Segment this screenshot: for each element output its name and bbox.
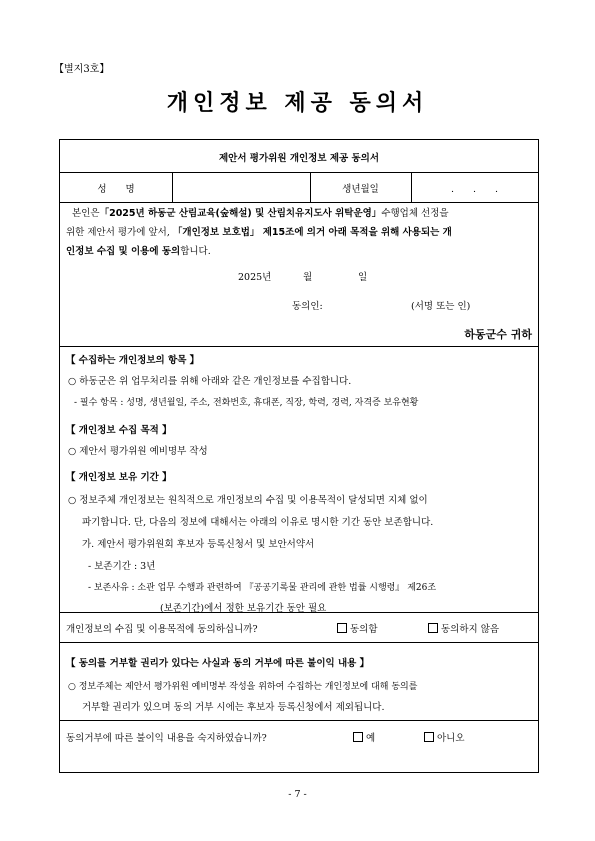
retention-line: - 보존기간 : 3년 [88,561,156,572]
sign-note: (서명 또는 인) [411,301,471,312]
retention-line: 파기합니다. 단, 다음의 정보에 대해서는 아래의 이유로 명시한 기간 동안 보존합니다. [82,517,434,528]
consent-form-table [59,139,539,773]
disagree-label: 동의하지 않음 [441,624,500,635]
agree-checkbox[interactable] [337,623,347,633]
refusal-line: 거부할 권리가 있으며 동의 거부 시에는 후보자 등록신청에서 제외됩니다. [82,702,385,713]
signer-label: 동의인: [292,301,323,312]
addressee: 하동군수 귀하 [464,328,532,341]
refusal-section-title: 【 동의를 거부할 권리가 있다는 사실과 동의 거부에 따른 불이익 내용 】 [66,658,370,669]
date-day: 일 [358,272,368,283]
consent-statement: 본인은「2025년 하동군 산림교육(숲해설) 및 산림치유지도사 위탁운영」수행업체 선정을 위한 제안서 평가에 앞서, 「개인정보 보호법」 제15조에 의거 아래 목적을 위해 사용되는 개 인정보 수집 및 이용에 동의합니다. [66,208,452,257]
items-line: - 필수 항목 : 성명, 생년월일, 주소, 전화번호, 휴대폰, 직장, 학력, 경력, 자격증 보유현황 [74,398,419,408]
purpose-line: ○ 제안서 평가위원 예비명부 작성 [68,446,208,457]
divider [60,346,538,347]
items-section-title: 【 수집하는 개인정보의 항목 】 [66,355,200,366]
birth-field[interactable]: . . . [450,184,499,195]
disagree-checkbox[interactable] [428,623,438,633]
date-month: 월 [303,272,313,283]
divider [60,642,538,643]
retention-line: - 보존사유 : 소관 업무 수행과 관련하여 『공공기록물 관리에 관한 법률 시행령』 제26조 [88,583,437,593]
disagree-option[interactable] [428,621,499,635]
no-checkbox[interactable] [424,732,434,742]
divider [60,720,538,721]
refusal-line: ○ 정보주체는 제안서 평가위원 예비명부 작성을 위하여 수집하는 개인정보에 대해 동의를 [68,682,418,692]
retention-line: ○ 정보주체 개인정보는 원칙적으로 개인정보의 수집 및 이용목적이 달성되면 지체 없이 [68,495,428,506]
yes-option[interactable] [353,730,375,744]
divider [60,202,538,203]
items-line: ○ 하동군은 위 업무처리를 위해 아래와 같은 개인정보를 수집합니다. [68,376,352,387]
name-field[interactable] [175,176,307,198]
divider [60,172,538,173]
divider [60,612,538,613]
retention-line: (보존기간)에서 정한 보유기간 동안 필요 [160,603,327,614]
agree-label: 동의함 [350,624,378,635]
form-number: 【별지3호】 [54,64,110,75]
consent-question: 개인정보의 수집 및 이용목적에 동의하십니까? [66,624,258,635]
agree-option[interactable] [337,621,378,635]
page-number: - 7 - [288,789,307,800]
no-label: 아니오 [437,733,465,744]
divider [172,172,173,202]
yes-label: 예 [366,733,376,744]
purpose-section-title: 【 개인정보 수집 목적 】 [66,425,172,436]
date-year: 2025년 [238,272,272,283]
page-title: 개인정보 제공 동의서 [166,91,429,116]
acknowledge-question: 동의거부에 따른 불이익 내용을 숙지하였습니까? [66,733,267,744]
no-option[interactable] [424,730,465,744]
table-header: 제안서 평가위원 개인정보 제공 동의서 [218,153,380,164]
retention-line: 가. 제안서 평가위원회 후보자 등록신청서 및 보안서약서 [82,539,315,550]
yes-checkbox[interactable] [353,732,363,742]
birth-label: 생년월일 [342,184,379,195]
name-label: 성 명 [97,184,135,195]
retention-section-title: 【 개인정보 보유 기간 】 [66,472,172,483]
